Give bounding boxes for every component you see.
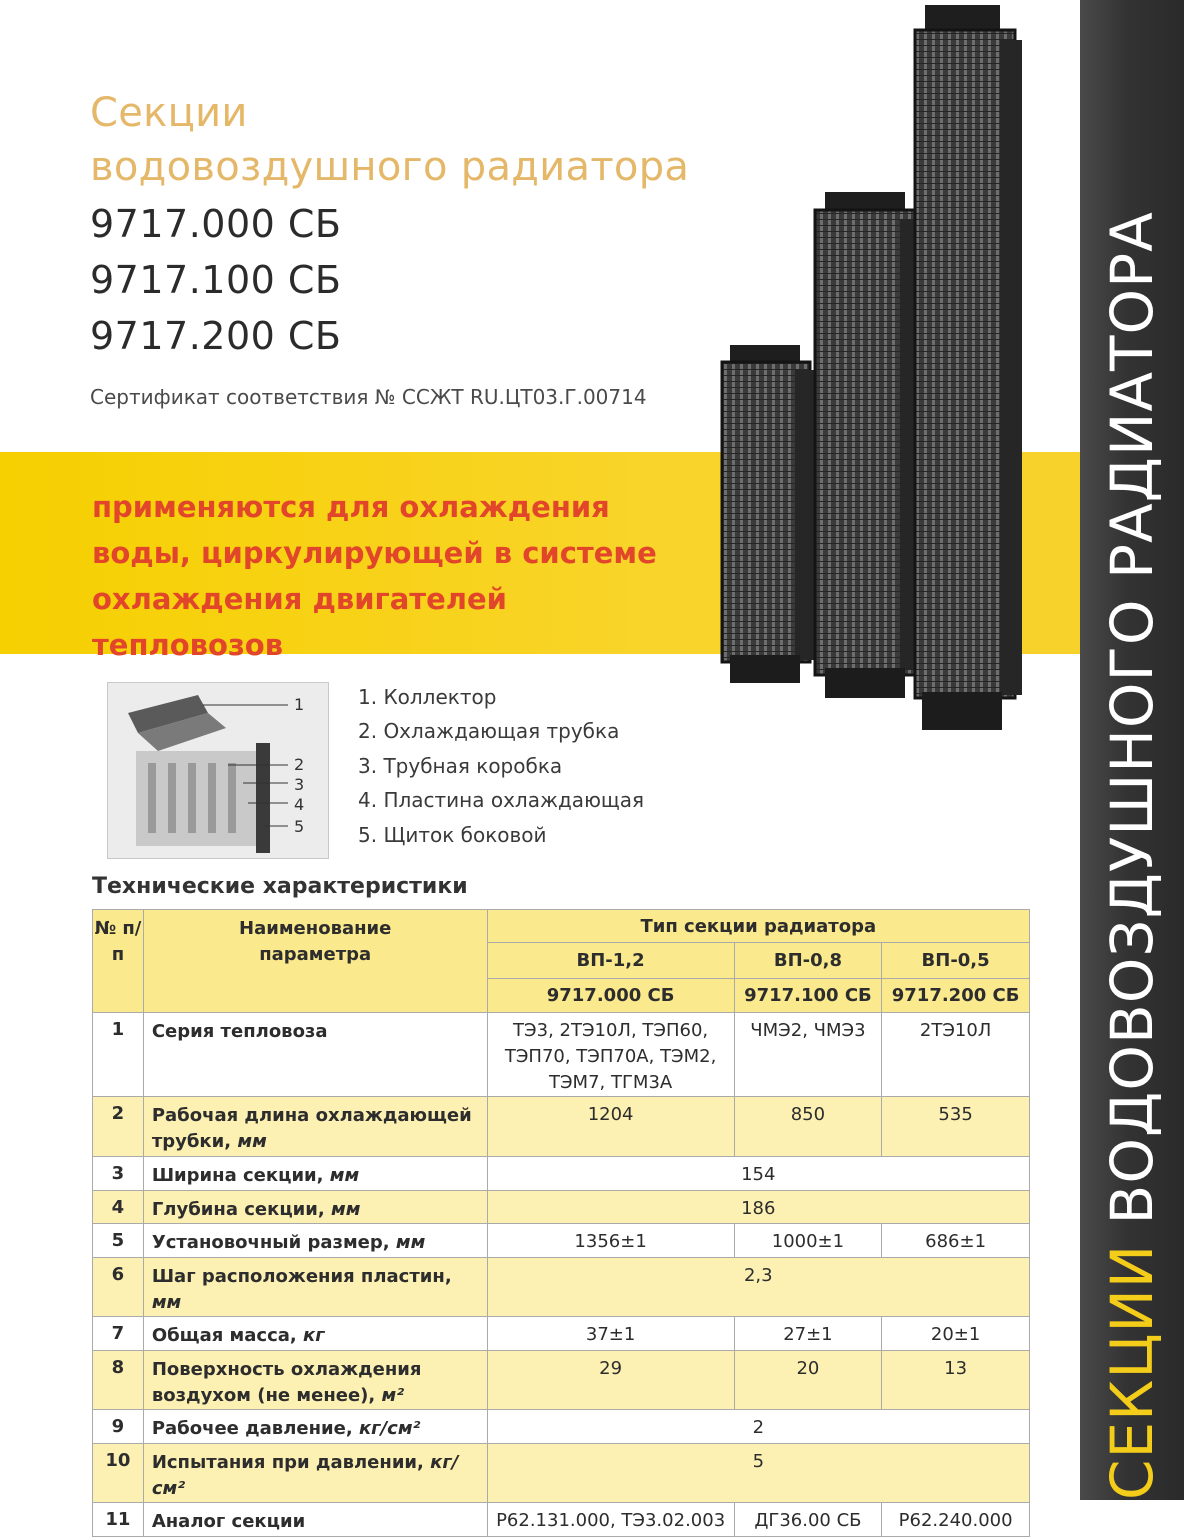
callout-1: 1 bbox=[294, 695, 305, 714]
row-number: 8 bbox=[93, 1351, 144, 1410]
side-title-accent: СЕКЦИИ bbox=[1098, 1243, 1166, 1500]
row-number: 9 bbox=[93, 1410, 144, 1444]
specs-table-body bbox=[93, 1013, 1030, 1537]
row-value: 154 bbox=[487, 1157, 1029, 1191]
row-parameter: Испытания при давлении, кг/см² bbox=[143, 1444, 487, 1503]
callout-3: 3 bbox=[294, 775, 305, 794]
header-type-1: ВП-1,2 bbox=[487, 943, 734, 979]
row-parameter: Шаг расположения пластин, мм bbox=[143, 1258, 487, 1317]
header-num: № п/п bbox=[93, 910, 144, 1013]
row-parameter: Аналог секции bbox=[143, 1503, 487, 1537]
row-number: 5 bbox=[93, 1224, 144, 1258]
specs-table bbox=[92, 909, 1030, 1537]
header-code-3: 9717.200 СБ bbox=[882, 979, 1030, 1013]
product-codes bbox=[90, 196, 342, 364]
table-row bbox=[93, 1097, 1030, 1157]
section-schematic bbox=[107, 682, 329, 859]
row-unit: мм bbox=[329, 1165, 360, 1186]
table-row bbox=[93, 1157, 1030, 1191]
product-code: 9717.000 СБ bbox=[90, 202, 342, 246]
row-parameter: Рабочая длина охлаждающей трубки, мм bbox=[143, 1097, 487, 1157]
row-unit: кг/см² bbox=[151, 1452, 459, 1499]
radiator-medium bbox=[815, 192, 918, 698]
header-type-3: ВП-0,5 bbox=[882, 943, 1030, 979]
legend-item: 3. Трубная коробка bbox=[358, 753, 563, 778]
row-value: ТЭ3, 2ТЭ10Л, ТЭП60, ТЭП70, ТЭП70А, ТЭМ2, ТЭМ7, ТГМ3А bbox=[487, 1013, 734, 1097]
table-row bbox=[93, 1013, 1030, 1097]
row-number: 10 bbox=[93, 1444, 144, 1503]
title-line-1: Секции bbox=[90, 90, 248, 136]
row-value: 29 bbox=[487, 1351, 734, 1410]
row-value: 37±1 bbox=[487, 1317, 734, 1351]
row-number: 1 bbox=[93, 1013, 144, 1097]
row-value: 20 bbox=[734, 1351, 882, 1410]
row-value: 2ТЭ10Л bbox=[882, 1013, 1030, 1097]
row-value: 27±1 bbox=[734, 1317, 882, 1351]
row-value: Р62.240.000 bbox=[882, 1503, 1030, 1537]
table-row bbox=[93, 1317, 1030, 1351]
table-row bbox=[93, 1410, 1030, 1444]
row-value: 186 bbox=[487, 1191, 1029, 1224]
row-value: 5 bbox=[487, 1444, 1029, 1503]
row-value: 1000±1 bbox=[734, 1224, 882, 1258]
row-unit: кг/см² bbox=[358, 1418, 421, 1439]
row-number: 11 bbox=[93, 1503, 144, 1537]
table-row bbox=[93, 1224, 1030, 1258]
row-parameter: Общая масса, кг bbox=[143, 1317, 487, 1351]
table-row bbox=[93, 1351, 1030, 1410]
page-title bbox=[90, 86, 689, 194]
row-value: 2 bbox=[487, 1410, 1029, 1444]
row-value: 1356±1 bbox=[487, 1224, 734, 1258]
radiator-sections-image bbox=[700, 0, 1040, 735]
purpose-text: применяются для охлаждения воды, циркулирующей в системе охлаждения двигателей тепловозов bbox=[92, 490, 657, 662]
row-value: Р62.131.000, ТЭ3.02.003 bbox=[487, 1503, 734, 1537]
row-number: 3 bbox=[93, 1157, 144, 1191]
tech-specs-title: Технические характеристики bbox=[92, 874, 468, 899]
legend-item: 1. Коллектор bbox=[358, 685, 497, 709]
product-code: 9717.100 СБ bbox=[90, 258, 342, 302]
row-parameter: Рабочее давление, кг/см² bbox=[143, 1410, 487, 1444]
row-value: ЧМЭ2, ЧМЭ3 bbox=[734, 1013, 882, 1097]
side-title bbox=[1087, 211, 1177, 1500]
row-parameter: Ширина секции, мм bbox=[143, 1157, 487, 1191]
row-number: 2 bbox=[93, 1097, 144, 1157]
row-number: 6 bbox=[93, 1258, 144, 1317]
header-param: Наименование параметра bbox=[143, 910, 487, 1013]
table-row bbox=[93, 1444, 1030, 1503]
row-value: 13 bbox=[882, 1351, 1030, 1410]
header-code-2: 9717.100 СБ bbox=[734, 979, 882, 1013]
product-code: 9717.200 СБ bbox=[90, 314, 342, 358]
row-unit: мм bbox=[151, 1292, 182, 1313]
legend-item: 2. Охлаждающая трубка bbox=[358, 719, 620, 744]
legend-item: 5. Щиток боковой bbox=[358, 822, 547, 847]
row-unit: мм bbox=[237, 1131, 267, 1152]
callout-4: 4 bbox=[294, 795, 305, 814]
legend-item: 4. Пластина охлаждающая bbox=[358, 788, 645, 813]
row-value: 1204 bbox=[487, 1097, 734, 1157]
table-row bbox=[93, 1503, 1030, 1537]
header-type: Тип секции радиатора bbox=[487, 910, 1029, 943]
header-type-2: ВП-0,8 bbox=[734, 943, 882, 979]
row-unit: мм bbox=[395, 1232, 426, 1253]
row-unit: мм bbox=[331, 1199, 361, 1220]
row-parameter: Глубина секции, мм bbox=[143, 1191, 487, 1224]
table-row bbox=[93, 1258, 1030, 1317]
row-value: 686±1 bbox=[882, 1224, 1030, 1258]
side-title-rest: ВОДОВОЗДУШНОГО РАДИАТОРА bbox=[1098, 211, 1166, 1244]
row-value: 2,3 bbox=[487, 1258, 1029, 1317]
row-value: 20±1 bbox=[882, 1317, 1030, 1351]
row-parameter: Поверхность охлаждения воздухом (не менее), м² bbox=[143, 1351, 487, 1410]
row-value: 535 bbox=[882, 1097, 1030, 1157]
row-number: 7 bbox=[93, 1317, 144, 1351]
row-unit: м² bbox=[381, 1385, 405, 1406]
row-unit: кг bbox=[303, 1325, 325, 1346]
row-value: 850 bbox=[734, 1097, 882, 1157]
certificate-text: Сертификат соответствия № ССЖТ RU.ЦТ03.Г.00714 bbox=[90, 385, 647, 409]
row-parameter: Серия тепловоза bbox=[143, 1013, 487, 1097]
row-parameter: Установочный размер, мм bbox=[143, 1224, 487, 1258]
callout-2: 2 bbox=[294, 755, 305, 774]
table-row bbox=[93, 1191, 1030, 1224]
schematic-legend bbox=[358, 680, 644, 852]
title-line-2: водовоздушного радиатора bbox=[90, 144, 690, 190]
row-value: ДГ36.00 СБ bbox=[734, 1503, 882, 1537]
radiator-small bbox=[722, 345, 815, 683]
header-code-1: 9717.000 СБ bbox=[487, 979, 734, 1013]
radiator-tall bbox=[915, 5, 1022, 730]
callout-5: 5 bbox=[294, 817, 305, 836]
row-number: 4 bbox=[93, 1191, 144, 1224]
